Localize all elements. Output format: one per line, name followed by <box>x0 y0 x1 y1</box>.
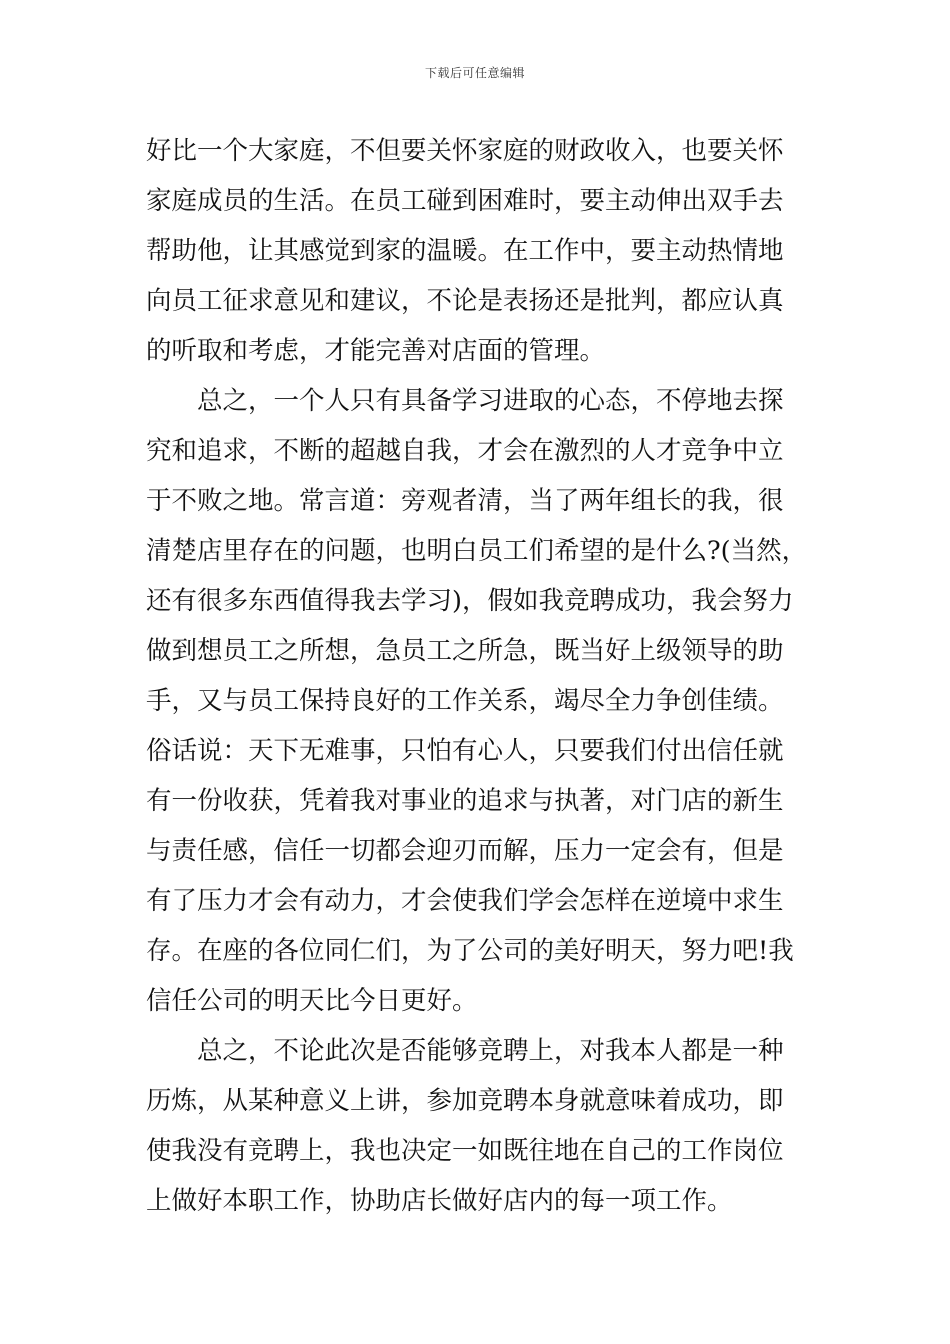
text-line: 究和追求，不断的超越自我，才会在激烈的人才竞争中立 <box>146 436 784 466</box>
text-line: 总之，一个人只有具备学习进取的心态，不停地去探 <box>146 386 784 416</box>
text-line: 与责任感，信任一切都会迎刃而解，压力一定会有，但是 <box>146 836 784 866</box>
text-line: 家庭成员的生活。在员工碰到困难时，要主动伸出双手去 <box>146 186 784 216</box>
text-line: 于不败之地。常言道：旁观者清，当了两年组长的我，很 <box>146 486 784 516</box>
text-line: 清楚店里存在的问题，也明白员工们希望的是什么?(当然， <box>146 536 808 566</box>
text-line: 的听取和考虑，才能完善对店面的管理。 <box>146 336 606 366</box>
text-line: 存。在座的各位同仁们，为了公司的美好明天，努力吧!我 <box>146 936 794 966</box>
text-line: 上做好本职工作，协助店长做好店内的每一项工作。 <box>146 1186 733 1216</box>
text-line: 有一份收获，凭着我对事业的追求与执著，对门店的新生 <box>146 786 784 816</box>
text-line: 俗话说：天下无难事，只怕有心人，只要我们付出信任就 <box>146 736 784 766</box>
text-line: 信任公司的明天比今日更好。 <box>146 986 478 1016</box>
text-line: 做到想员工之所想，急员工之所急，既当好上级领导的助 <box>146 636 784 666</box>
text-line: 好比一个大家庭，不但要关怀家庭的财政收入，也要关怀 <box>146 136 784 166</box>
text-line: 手，又与员工保持良好的工作关系，竭尽全力争创佳绩。 <box>146 686 784 716</box>
text-line: 总之，不论此次是否能够竞聘上，对我本人都是一种 <box>146 1036 784 1066</box>
page-header: 下载后可任意编辑 <box>424 66 525 80</box>
text-line: 使我没有竞聘上，我也决定一如既往地在自己的工作岗位 <box>146 1136 784 1166</box>
text-line: 还有很多东西值得我去学习)，假如我竞聘成功，我会努力 <box>146 586 794 616</box>
text-line: 帮助他，让其感觉到家的温暖。在工作中，要主动热情地 <box>146 236 784 266</box>
document-body <box>146 126 810 1226</box>
text-line: 向员工征求意见和建议，不论是表扬还是批判，都应认真 <box>146 286 784 316</box>
text-line: 有了压力才会有动力，才会使我们学会怎样在逆境中求生 <box>146 886 784 916</box>
text-line: 历炼，从某种意义上讲，参加竞聘本身就意味着成功，即 <box>146 1086 784 1116</box>
